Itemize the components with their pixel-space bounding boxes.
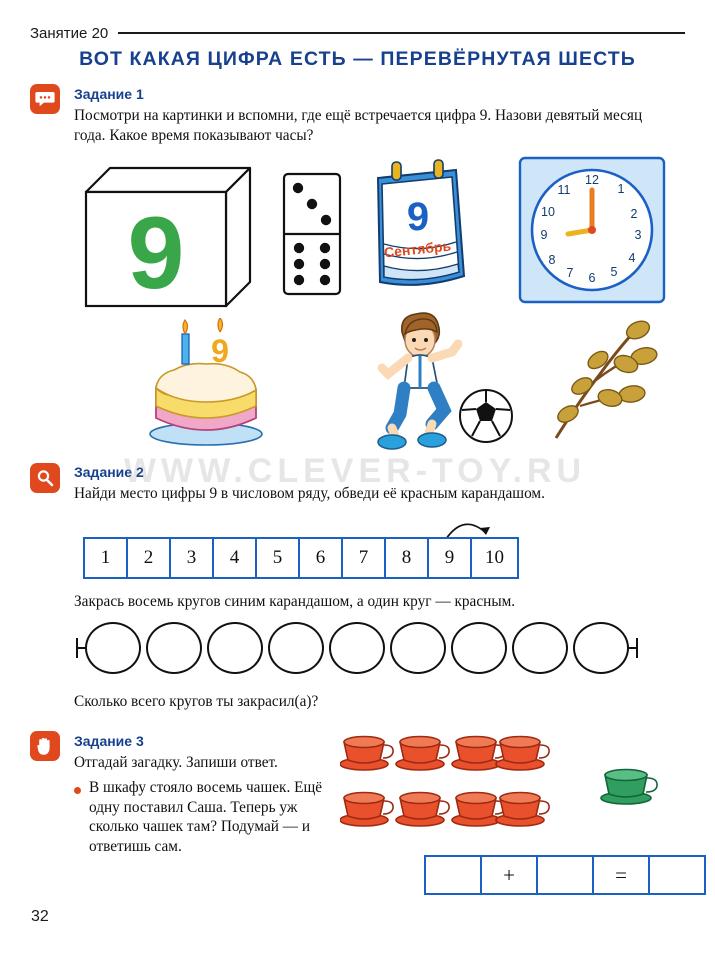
riddle-text: В шкафу стояло восемь чашек. Ещё одну поставил Саша. Теперь уж сколько чашек там? Подумай — и ответишь сам. <box>89 779 323 855</box>
equals-sign: = <box>594 857 650 893</box>
circle-item[interactable] <box>146 622 202 674</box>
magnifier-glyph <box>36 469 54 487</box>
magnifier-icon <box>30 463 60 493</box>
svg-text:9: 9 <box>406 195 430 239</box>
plus-sign: + <box>482 857 538 893</box>
svg-text:9: 9 <box>127 196 185 310</box>
circle-item[interactable] <box>268 622 324 674</box>
svg-text:1: 1 <box>617 182 625 196</box>
number-cell[interactable]: 1 <box>85 539 128 577</box>
page-title: ВОТ КАКАЯ ЦИФРА ЕСТЬ — ПЕРЕВЁРНУТАЯ ШЕСТЬ <box>79 48 636 70</box>
task-1-heading: Задание 1 <box>74 86 144 102</box>
cube-illustration <box>78 160 253 310</box>
task-3-text: Отгадай загадку. Запиши ответ. <box>74 754 278 771</box>
circle-item[interactable] <box>207 622 263 674</box>
number-cell[interactable]: 7 <box>343 539 386 577</box>
page-header <box>30 22 685 44</box>
answer-row[interactable] <box>424 855 706 895</box>
svg-text:6: 6 <box>588 271 596 285</box>
task-2-text-2: Закрась восемь кругов синим карандашом, а один круг — красным. <box>74 593 516 610</box>
circle-item[interactable] <box>85 622 141 674</box>
number-cell[interactable]: 8 <box>386 539 429 577</box>
svg-text:12: 12 <box>585 173 599 187</box>
domino-illustration <box>282 172 342 296</box>
number-cell[interactable]: 2 <box>128 539 171 577</box>
svg-text:10: 10 <box>541 205 555 219</box>
speech-bubble-icon <box>30 84 60 114</box>
page-number: 32 <box>31 908 49 925</box>
answer-cell-2[interactable] <box>538 857 594 893</box>
circle-item[interactable] <box>329 622 385 674</box>
green-cup-illustration <box>600 758 666 808</box>
boy-with-ball-illustration <box>358 310 518 450</box>
hand-icon <box>30 731 60 761</box>
svg-text:2: 2 <box>630 207 638 221</box>
task-2-text: Найди место цифры 9 в числовом ряду, обведи её красным карандашом. <box>74 485 545 502</box>
circle-item[interactable] <box>451 622 507 674</box>
calendar-illustration <box>360 158 480 298</box>
svg-text:4: 4 <box>628 251 636 265</box>
task-2-text-3: Сколько всего кругов ты закрасил(а)? <box>74 693 319 710</box>
header-divider <box>118 32 685 34</box>
number-cell[interactable]: 4 <box>214 539 257 577</box>
task-3-heading: Задание 3 <box>74 733 144 749</box>
number-cell[interactable]: 6 <box>300 539 343 577</box>
svg-text:9: 9 <box>211 333 229 369</box>
clock-illustration <box>518 156 666 304</box>
svg-text:3: 3 <box>634 228 642 242</box>
svg-text:9: 9 <box>540 228 548 242</box>
circles-row[interactable] <box>76 622 638 676</box>
red-cups-illustration <box>340 726 550 844</box>
svg-text:11: 11 <box>557 183 571 197</box>
task-1-text: Посмотри на картинки и вспомни, где ещё встречается цифра 9. Назови девятый месяц года. Какое время показывают часы? <box>74 107 643 144</box>
circle-item[interactable] <box>390 622 446 674</box>
task-2-heading: Задание 2 <box>74 464 144 480</box>
answer-cell-3[interactable] <box>650 857 704 893</box>
circle-item[interactable] <box>512 622 568 674</box>
watermark: WWW.CLEVER-TOY.RU <box>123 452 587 490</box>
svg-text:7: 7 <box>566 266 574 280</box>
circle-item[interactable] <box>573 622 629 674</box>
svg-text:5: 5 <box>610 265 618 279</box>
number-cell[interactable]: 5 <box>257 539 300 577</box>
cake-illustration <box>136 318 276 448</box>
number-cell[interactable]: 3 <box>171 539 214 577</box>
hand-glyph <box>36 736 54 756</box>
number-row[interactable] <box>83 537 519 579</box>
svg-text:8: 8 <box>548 253 556 267</box>
number-cell[interactable]: 10 <box>485 547 504 568</box>
svg-text:Сентябрь: Сентябрь <box>383 237 452 261</box>
riddle-bullet-icon <box>74 787 81 794</box>
speech-bubble-glyph <box>35 91 55 107</box>
number-cell[interactable]: 9 <box>429 539 472 577</box>
answer-cell-1[interactable] <box>426 857 482 893</box>
lesson-label: Занятие 20 <box>30 24 109 42</box>
branch-illustration <box>540 320 670 448</box>
